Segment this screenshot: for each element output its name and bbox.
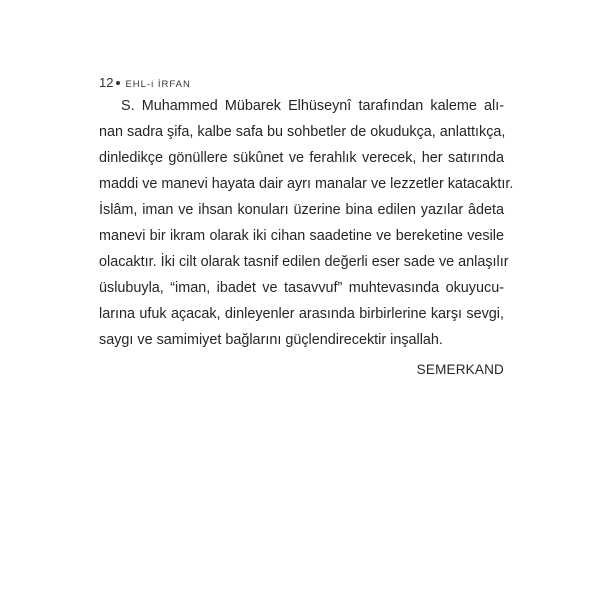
paragraph-line: olacaktır. İki cilt olarak tasnif edilen değerli eser sade ve anlaşılır bbox=[99, 254, 509, 270]
paragraph-line: İslâm, iman ve ihsan konuları üzerine bina edilen yazılar âdeta bbox=[99, 202, 504, 218]
body-paragraph bbox=[99, 93, 514, 353]
paragraph-line: dinledikçe gönüllere sükûnet ve ferahlık verecek, her satırında bbox=[99, 150, 504, 166]
book-title: EHL-i İRFAN bbox=[125, 79, 191, 90]
running-header bbox=[99, 76, 191, 92]
paragraph-line: S. Muhammed Mübarek Elhüseynî tarafından kaleme alı- bbox=[121, 98, 504, 114]
paragraph-line: nan sadra şifa, kalbe safa bu sohbetler de okudukça, anlattıkça, bbox=[99, 124, 506, 140]
paragraph-line: üslubuyla, “iman, ibadet ve tasavvuf” muhtevasında okuyucu- bbox=[99, 280, 504, 296]
publisher-signature: SEMERKAND bbox=[416, 362, 504, 377]
paragraph-line: maddi ve manevi hayata dair ayrı manalar ve lezzetler katacaktır. bbox=[99, 176, 514, 192]
paragraph-line: larına ufuk açacak, dinleyenler arasında birbirlerine karşı sevgi, bbox=[99, 306, 504, 322]
bullet-separator-icon bbox=[116, 81, 120, 85]
page-number: 12 bbox=[99, 75, 114, 90]
paragraph-line: saygı ve samimiyet bağlarını güçlendirecektir inşallah. bbox=[99, 332, 443, 348]
paragraph-line: manevi bir ikram olarak iki cihan saadetine ve bereketine vesile bbox=[99, 228, 504, 244]
